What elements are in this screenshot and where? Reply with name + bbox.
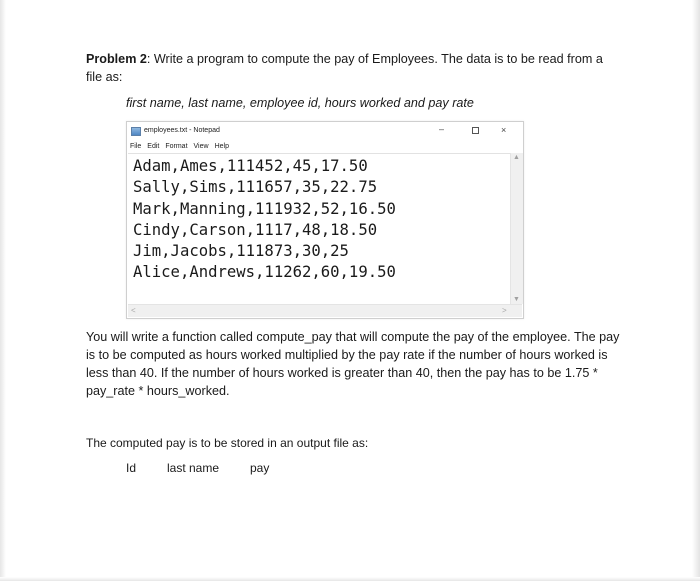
problem-statement	[86, 50, 616, 86]
file-line: Cindy,Carson,1117,48,18.50	[133, 220, 378, 239]
output-column-last-name: last name	[167, 461, 220, 475]
file-line: Alice,Andrews,11262,60,19.50	[133, 263, 396, 282]
problem-label: Problem 2	[86, 52, 147, 66]
output-description: The computed pay is to be stored in an output file as:	[86, 436, 369, 450]
output-column-id: Id	[126, 461, 137, 475]
close-icon[interactable]: ×	[501, 125, 507, 135]
maximize-icon[interactable]	[472, 127, 479, 134]
vertical-scrollbar[interactable]	[510, 153, 523, 304]
scroll-left-icon[interactable]: <	[131, 306, 136, 315]
notepad-window	[126, 121, 524, 319]
minimize-icon[interactable]: –	[439, 124, 445, 134]
scroll-down-icon[interactable]: ▼	[513, 296, 520, 303]
notepad-menubar	[130, 143, 235, 150]
scroll-up-icon[interactable]: ▲	[513, 154, 520, 161]
horizontal-scrollbar[interactable]	[128, 304, 522, 317]
page-shadow-left	[0, 0, 6, 581]
scroll-right-icon[interactable]: >	[502, 306, 507, 315]
input-fields-line: first name, last name, employee id, hours worked and pay rate	[126, 96, 474, 110]
notepad-titlebar	[127, 122, 523, 142]
notepad-text-area[interactable]	[128, 153, 510, 305]
menu-help[interactable]: Help	[214, 143, 229, 150]
menu-view[interactable]: View	[193, 143, 209, 150]
page-shadow-right	[692, 0, 700, 581]
output-column-pay: pay	[250, 461, 270, 475]
notepad-icon	[131, 127, 141, 136]
file-line: Adam,Ames,111452,45,17.50	[133, 157, 368, 175]
file-line: Jim,Jacobs,111873,30,25	[133, 242, 349, 261]
compute-pay-description: You will write a function called compute_pay that will compute the pay of the employee. The pay is to be computed as hours worked multiplied by the pay rate if the number of hours worked is less than 40. If the number of hours worked is greater than 40, then the pay has to be 1.75 * pay_rate * hours_worked.	[86, 330, 620, 398]
page-shadow-bottom	[0, 577, 700, 581]
menu-file[interactable]: File	[130, 143, 142, 150]
problem-text: : Write a program to compute the pay of Employees. The data is to be read from a file as:	[86, 52, 603, 84]
menu-format[interactable]: Format	[165, 143, 188, 150]
notepad-title: employees.txt - Notepad	[144, 127, 220, 134]
menu-edit[interactable]: Edit	[147, 143, 160, 150]
file-line: Sally,Sims,111657,35,22.75	[133, 178, 378, 197]
file-contents	[133, 156, 396, 284]
file-line: Mark,Manning,111932,52,16.50	[133, 199, 396, 218]
